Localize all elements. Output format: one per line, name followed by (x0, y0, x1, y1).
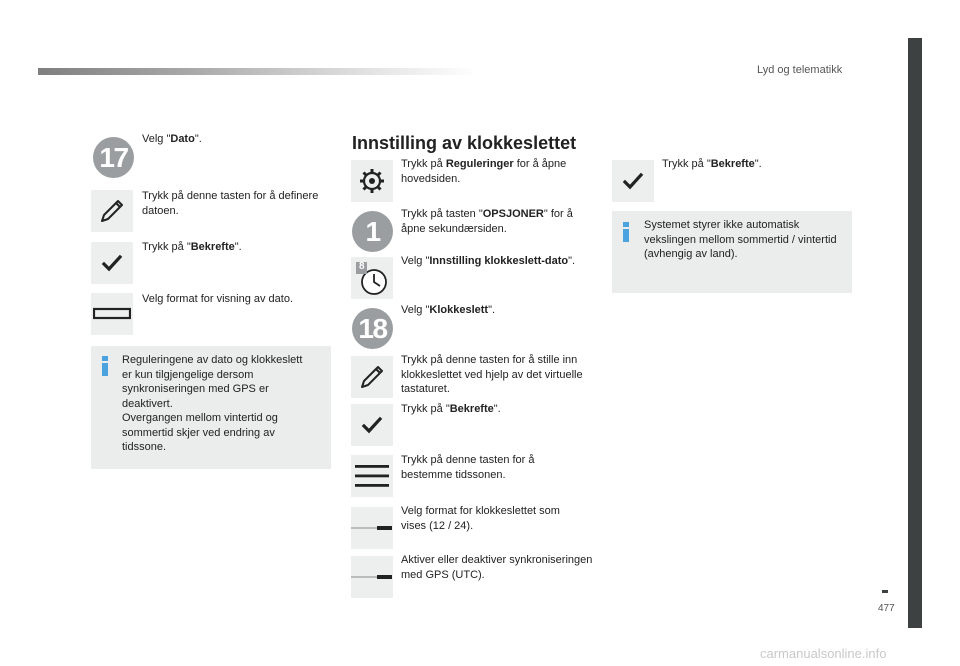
checkmark-icon (622, 170, 644, 192)
clock-icon (352, 258, 392, 298)
confirm-time-text: Trykk på "Bekrefte". (401, 403, 501, 415)
checkmark-icon (361, 414, 383, 436)
info-box-right (612, 211, 852, 293)
info-text-left: Reguleringene av dato og klokkeslett er kun tilgjengelige dersom synkroniseringen med GPS er deaktivert. Overgangen mellom vintertid og sommertid skjer ved endring av tidssone. (122, 354, 303, 453)
format-toggle-icon (93, 307, 131, 321)
confirm-time-button[interactable] (351, 404, 393, 446)
watermark: carmanualsonline.info (760, 646, 887, 661)
toggle-slider-icon (351, 572, 393, 582)
time-format-text: Velg format for klokkeslettet som vises (12 / 24). (401, 505, 560, 532)
menu-list-icon (355, 463, 389, 489)
info-icon (622, 222, 630, 242)
timezone-text: Trykk på denne tasten for å bestemme tidssonen. (401, 454, 535, 481)
gps-sync-button[interactable] (351, 556, 393, 598)
confirm-button[interactable] (91, 242, 133, 284)
page-marker (882, 590, 888, 593)
checkmark-icon (101, 252, 123, 274)
clock-date-button[interactable] (351, 257, 393, 299)
clock-date-text: Velg "Innstilling klokkeslett-dato". (401, 255, 576, 267)
date-format-button[interactable] (91, 293, 133, 335)
clock-badge-number: 8 (359, 261, 365, 272)
step-18-badge: 18 (352, 308, 393, 349)
settings-button[interactable] (351, 160, 393, 202)
set-time-text: Trykk på denne tasten for å stille inn klokkeslettet ved hjelp av det virtuelle tastaturet. (401, 354, 583, 395)
pencil-icon (99, 198, 125, 224)
info-icon (101, 356, 109, 376)
time-format-button[interactable] (351, 507, 393, 549)
settings-text: Trykk på Reguleringer for å åpne hovedsiden. (401, 158, 567, 185)
confirm-final-button[interactable] (612, 160, 654, 202)
header-title: Lyd og telematikk (757, 64, 843, 76)
confirm-final-text: Trykk på "Bekrefte". (662, 158, 762, 170)
define-date-text: Trykk på denne tasten for å definere datoen. (142, 190, 319, 217)
pencil-time-button[interactable] (351, 356, 393, 398)
pencil-icon (359, 364, 385, 390)
step-17-badge: 17 (93, 137, 134, 178)
step-17-text: Velg "Dato". (142, 133, 202, 145)
info-text-right: Systemet styrer ikke automatisk vekslingen mellom sommertid / vintertid (avhengig av land). (644, 219, 837, 260)
section-title: Innstilling av klokkeslettet (352, 133, 577, 153)
timezone-button[interactable] (351, 455, 393, 497)
gear-icon (359, 168, 385, 194)
step-18-text: Velg "Klokkeslett". (401, 304, 496, 316)
options-badge: 1 (352, 211, 393, 252)
page-edge-strip (908, 38, 922, 628)
info-box-left (91, 346, 331, 469)
page-number: 477 (878, 603, 895, 614)
confirm-text: Trykk på "Bekrefte". (142, 241, 242, 253)
date-format-text: Velg format for visning av dato. (142, 293, 294, 305)
header-gradient-bar (38, 68, 478, 75)
options-text: Trykk på tasten "OPSJONER" for å åpne sekundærsiden. (401, 208, 573, 235)
pencil-button[interactable] (91, 190, 133, 232)
gps-sync-text: Aktiver eller deaktiver synkroniseringen med GPS (UTC). (401, 554, 593, 581)
toggle-slider-icon (351, 523, 393, 533)
